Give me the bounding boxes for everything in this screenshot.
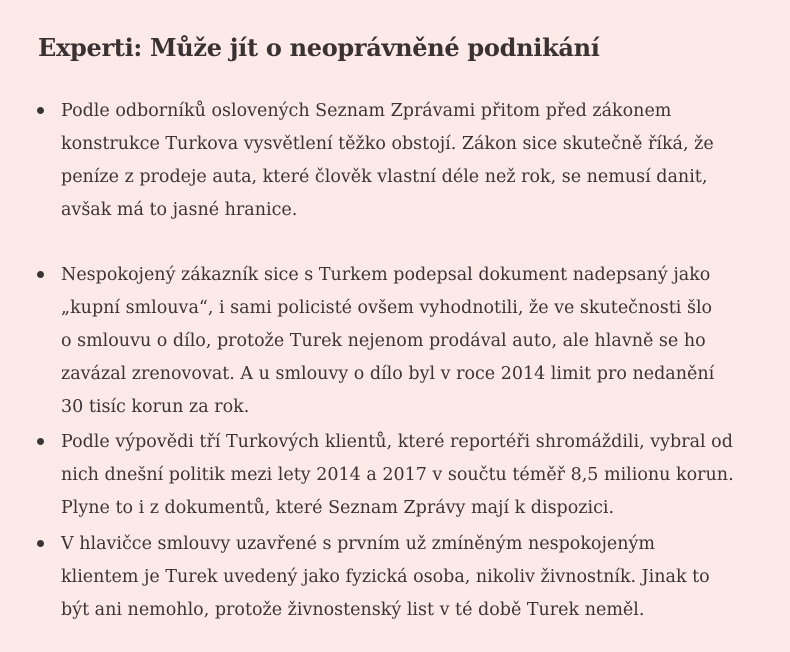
text-line: 30 tisíc korun za rok. — [61, 397, 250, 417]
text-line: o smlouvu o dílo, protože Turek nejenom prodával auto, ale hlavně se ho — [61, 331, 706, 351]
list-item — [37, 95, 737, 227]
bullet-dot-icon — [37, 438, 44, 445]
text-line: Podle odborníků oslovených Seznam Zprávami přitom před zákonem — [61, 101, 672, 121]
bullet-dot-icon — [37, 271, 44, 278]
text-line: Podle výpovědi tří Turkových klientů, které reportéři shromáždili, vybral od — [61, 432, 733, 452]
text-line: peníze z prodeje auta, které člověk vlastní déle než rok, se nemusí danit, — [61, 167, 708, 187]
list-item — [37, 426, 737, 525]
text-line: avšak má to jasné hranice. — [61, 200, 298, 220]
list-item — [37, 259, 737, 424]
list-item-text — [61, 426, 737, 525]
list-item — [37, 528, 737, 627]
list-item-text — [61, 528, 737, 627]
list-item-text — [61, 259, 737, 424]
list-item-text — [61, 95, 737, 227]
text-line: V hlavičce smlouvy uzavřené s prvním už zmíněným nespokojeným — [61, 534, 655, 554]
text-line: „kupní smlouva“, i sami policisté ovšem vyhodnotili, že ve skutečnosti šlo — [61, 298, 713, 318]
bullet-dot-icon — [37, 540, 44, 547]
text-line: být ani nemohlo, protože živnostenský list v té době Turek neměl. — [61, 600, 645, 620]
text-line: nich dnešní politik mezi lety 2014 a 2017 v součtu téměř 8,5 milionu korun. — [61, 465, 734, 485]
text-line: konstrukce Turkova vysvětlení těžko obstojí. Zákon sice skutečně říká, že — [61, 134, 714, 154]
text-line: Plyne to i z dokumentů, které Seznam Zprávy mají k dispozici. — [61, 498, 615, 518]
text-line: klientem je Turek uvedený jako fyzická osoba, nikoliv živnostník. Jinak to — [61, 567, 710, 587]
section-heading: Experti: Může jít o neoprávněné podnikání — [38, 33, 600, 62]
text-line: zavázal zrenovovat. A u smlouvy o dílo byl v roce 2014 limit pro nedanění — [61, 364, 715, 384]
text-line: Nespokojený zákazník sice s Turkem podepsal dokument nadepsaný jako — [61, 265, 711, 285]
bullet-dot-icon — [37, 107, 44, 114]
